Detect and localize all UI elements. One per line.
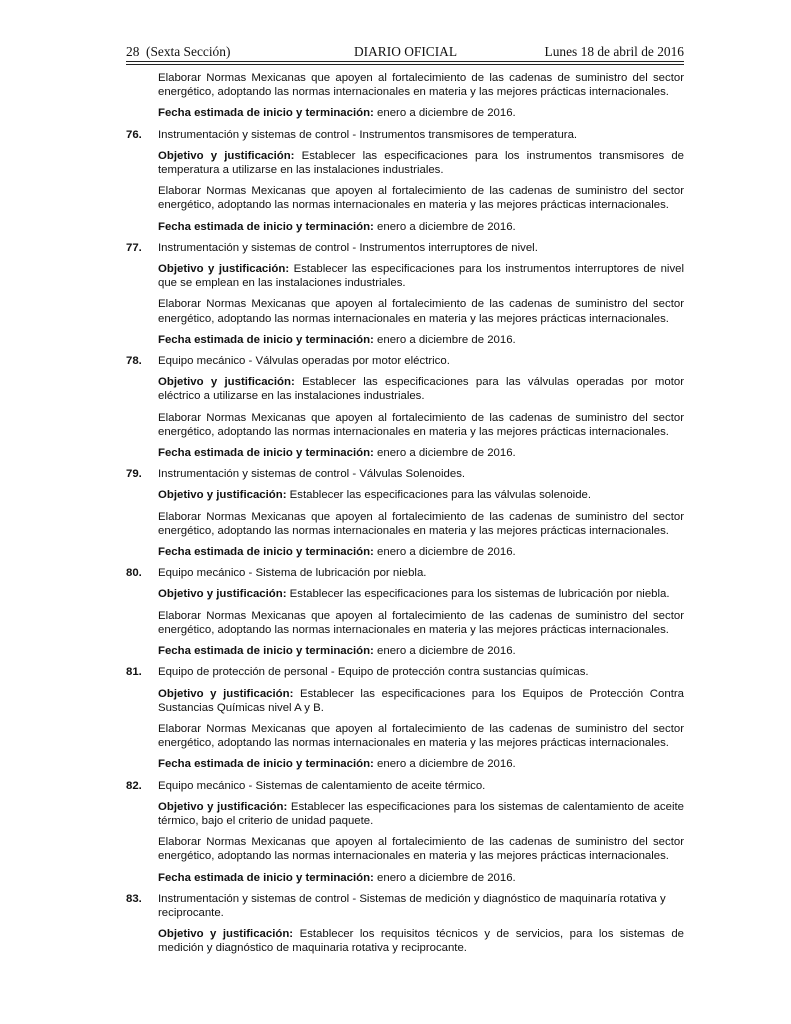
fecha-label: Fecha estimada de inicio y terminación:	[158, 871, 374, 884]
item-title: Instrumentación y sistemas de control - Válvulas Solenoides.	[158, 468, 466, 481]
header-rule-bottom	[126, 64, 684, 65]
objective-text: Establecer las especificaciones para las válvulas solenoide.	[289, 489, 592, 502]
fecha-label: Fecha estimada de inicio y terminación:	[158, 758, 374, 771]
objective-text: Establecer las especificaciones para los sistemas de lubricación por niebla.	[289, 588, 670, 601]
section-label: (Sexta Sección)	[146, 44, 231, 59]
fecha-value: enero a diciembre de 2016.	[377, 333, 516, 346]
objective-label: Objetivo y justificación:	[158, 376, 295, 389]
fecha-value: enero a diciembre de 2016.	[377, 107, 516, 120]
item-number: 78.	[126, 355, 142, 368]
fecha-label: Fecha estimada de inicio y terminación:	[158, 220, 374, 233]
objective-text: Establecer las especificaciones para los instrumentos transmisores de temperatura a utilizarse en las instalaciones industriales.	[158, 149, 685, 177]
objective-text: Establecer las especificaciones para los Equipos de Protección Contra Sustancias Químicas nivel A y B.	[158, 687, 684, 714]
objective-label: Objetivo y justificación:	[158, 687, 294, 700]
item-title: Instrumentación y sistemas de control - Instrumentos transmisores de temperatura.	[158, 128, 578, 141]
objective-label: Objetivo y justificación:	[158, 489, 287, 502]
item-80-heading	[126, 566, 684, 580]
item-title: Equipo mecánico - Sistemas de calentamiento de aceite térmico.	[158, 779, 486, 792]
item-78-heading	[126, 354, 684, 368]
item-77-heading	[126, 241, 684, 255]
publication-date: Lunes 18 de abril de 2016	[544, 44, 684, 59]
item-81-heading	[126, 665, 684, 679]
item-number: 82.	[126, 779, 142, 792]
item-79-elaborar: Elaborar Normas Mexicanas que apoyen al fortalecimiento de las cadenas de suministro del sector energético, adoptando las normas internacionales en materia y las mejores prácticas internacionales.	[158, 510, 684, 537]
item-81-objective	[126, 687, 684, 715]
fecha-value: enero a diciembre de 2016.	[377, 546, 516, 559]
item-78-fecha	[126, 446, 684, 460]
item-79-fecha	[126, 545, 684, 559]
objective-label: Objetivo y justificación:	[158, 263, 290, 276]
item-81-elaborar: Elaborar Normas Mexicanas que apoyen al fortalecimiento de las cadenas de suministro del sector energético, adoptando las normas internacionales en materia y las mejores prácticas internacionales.	[158, 722, 684, 750]
fecha-label: Fecha estimada de inicio y terminación:	[158, 645, 374, 658]
item-title: Equipo de protección de personal - Equipo de protección contra sustancias químicas.	[158, 666, 589, 679]
objective-text: Establecer las especificaciones para los sistemas de calentamiento de aceite térmico, bajo el criterio de unidad paquete.	[158, 800, 684, 827]
fecha-value: enero a diciembre de 2016.	[377, 645, 516, 658]
page-header	[126, 44, 684, 62]
item-76-objective	[126, 149, 684, 177]
item-83-objective	[126, 927, 684, 955]
objective-label: Objetivo y justificación:	[158, 800, 288, 813]
fecha-label: Fecha estimada de inicio y terminación:	[158, 546, 374, 559]
objective-label: Objetivo y justificación:	[158, 928, 294, 941]
objective-text: Establecer las especificaciones para las válvulas operadas por motor eléctrico a utilizarse en las instalaciones industriales.	[158, 376, 685, 403]
item-number: 76.	[126, 128, 142, 141]
objective-label: Objetivo y justificación:	[158, 588, 287, 601]
item-number: 77.	[126, 241, 142, 254]
intro-fecha-paragraph	[126, 106, 684, 120]
item-79-heading	[126, 467, 684, 481]
item-81-fecha	[126, 757, 684, 771]
item-76-fecha	[126, 220, 684, 234]
item-79-objective	[126, 488, 684, 502]
item-77-objective	[126, 262, 684, 290]
page-number: 28	[126, 44, 140, 59]
item-78-elaborar: Elaborar Normas Mexicanas que apoyen al fortalecimiento de las cadenas de suministro del sector energético, adoptando las normas internacionales en materia y las mejores prácticas internacionales.	[158, 411, 684, 438]
item-83-heading	[126, 892, 684, 920]
item-76-heading	[126, 128, 684, 142]
item-title: Instrumentación y sistemas de control - Sistemas de medición y diagnóstico de maquinaría rotativa y reciprocante.	[158, 892, 666, 919]
item-77-fecha	[126, 333, 684, 347]
item-title: Equipo mecánico - Sistema de lubricación por niebla.	[158, 567, 427, 580]
item-number: 83.	[126, 892, 142, 905]
fecha-label: Fecha estimada de inicio y terminación:	[158, 107, 374, 120]
objective-text: Establecer las especificaciones para los instrumentos interruptores de nivel que se emplean en las instalaciones industriales.	[158, 263, 684, 290]
item-title: Instrumentación y sistemas de control - Instrumentos interruptores de nivel.	[158, 241, 538, 254]
item-number: 79.	[126, 468, 142, 481]
fecha-label: Fecha estimada de inicio y terminación:	[158, 333, 374, 346]
document-body	[126, 71, 684, 963]
item-number: 81.	[126, 666, 142, 679]
item-80-fecha	[126, 644, 684, 658]
fecha-value: enero a diciembre de 2016.	[377, 447, 516, 460]
item-82-elaborar: Elaborar Normas Mexicanas que apoyen al fortalecimiento de las cadenas de suministro del sector energético, adoptando las normas internacionales en materia y las mejores prácticas internacionales.	[158, 836, 684, 863]
publication-title: DIARIO OFICIAL	[354, 44, 458, 59]
item-82-fecha	[126, 871, 684, 885]
fecha-label: Fecha estimada de inicio y terminación:	[158, 447, 374, 460]
item-78-objective	[126, 375, 684, 403]
fecha-value: enero a diciembre de 2016.	[377, 220, 516, 233]
item-title: Equipo mecánico - Válvulas operadas por motor eléctrico.	[158, 355, 450, 368]
item-80-elaborar: Elaborar Normas Mexicanas que apoyen al fortalecimiento de las cadenas de suministro del sector energético, adoptando las normas internacionales en materia y las mejores prácticas internacionales.	[158, 609, 684, 636]
intro-elaborar-paragraph: Elaborar Normas Mexicanas que apoyen al fortalecimiento de las cadenas de suministro del sector energético, adoptando las normas internacionales en materia y las mejores prácticas internacionales.	[158, 72, 684, 99]
fecha-value: enero a diciembre de 2016.	[377, 758, 516, 771]
objective-text: Establecer los requisitos técnicos y de servicios, para los sistemas de medición y diagnóstico de maquinaria rotativa y reciprocante.	[158, 928, 685, 955]
objective-label: Objetivo y justificación:	[158, 149, 295, 162]
item-82-objective	[126, 800, 684, 828]
item-77-elaborar: Elaborar Normas Mexicanas que apoyen al fortalecimiento de las cadenas de suministro del sector energético, adoptando las normas internacionales en materia y las mejores prácticas internacionales.	[158, 298, 684, 325]
fecha-value: enero a diciembre de 2016.	[377, 871, 516, 884]
item-80-objective	[126, 587, 684, 601]
item-number: 80.	[126, 567, 142, 580]
header-rule-top	[126, 61, 684, 62]
item-82-heading	[126, 779, 684, 793]
item-76-elaborar: Elaborar Normas Mexicanas que apoyen al fortalecimiento de las cadenas de suministro del sector energético, adoptando las normas internacionales en materia y las mejores prácticas internacionales.	[158, 185, 684, 212]
